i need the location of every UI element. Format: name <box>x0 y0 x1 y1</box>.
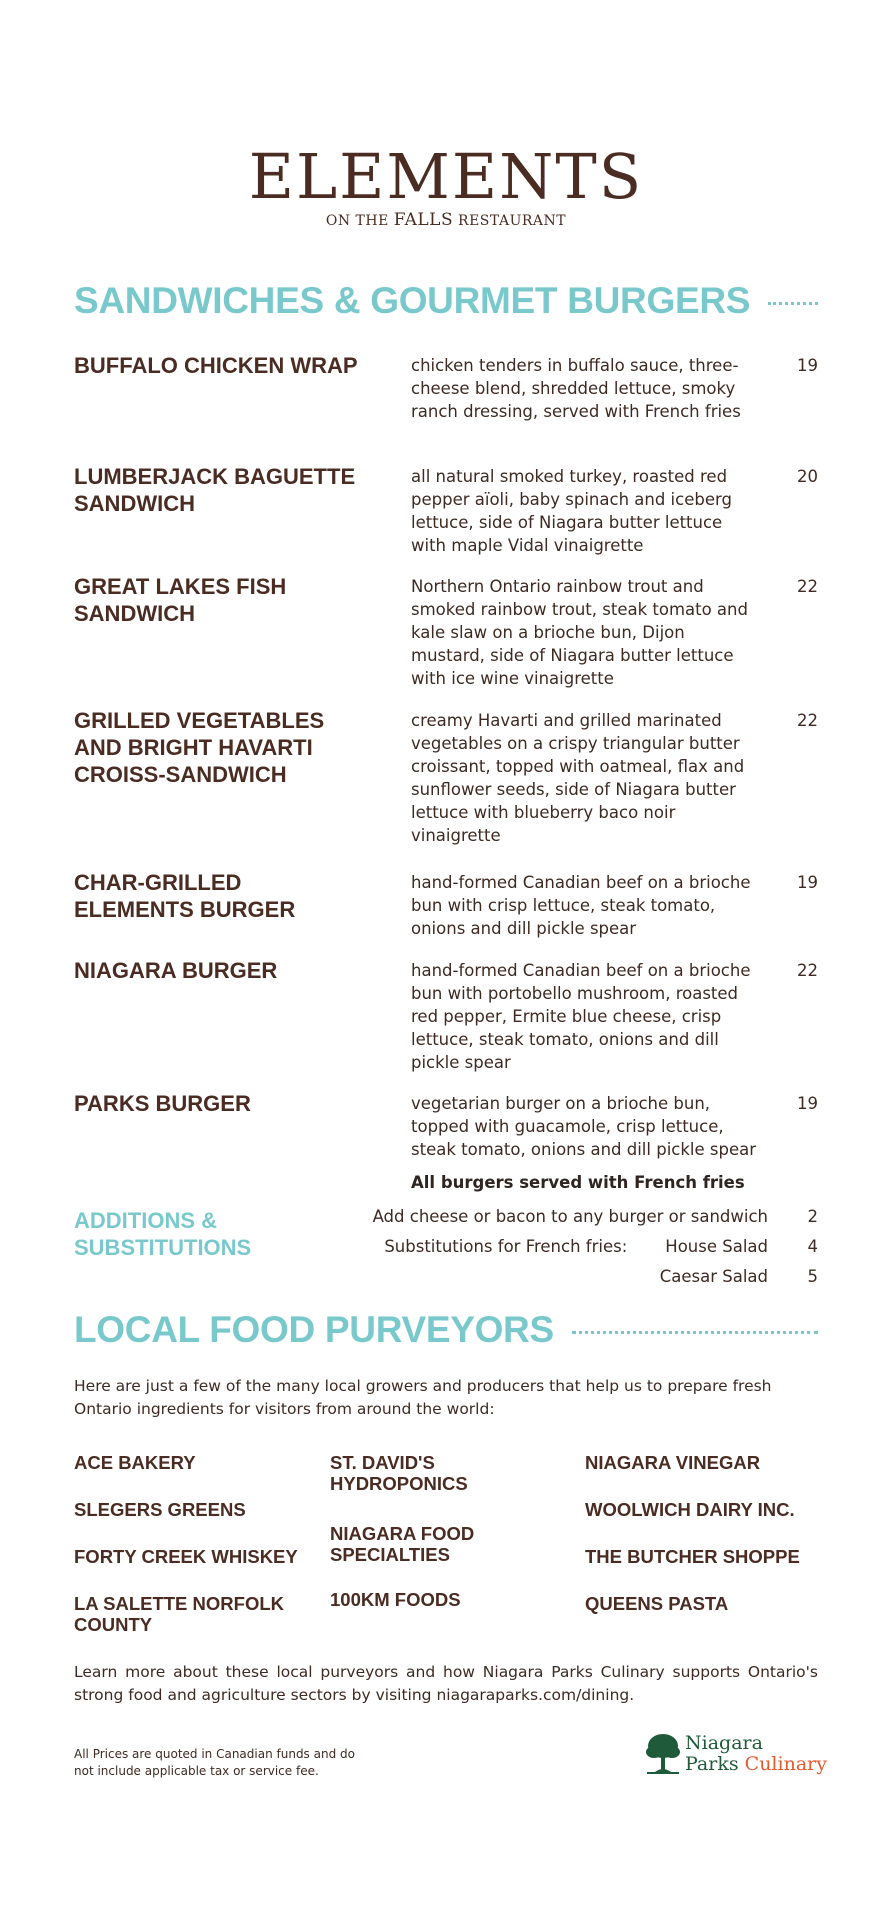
item-price: 22 <box>797 577 818 596</box>
item-description: vegetarian burger on a brioche bun, topped with guacamole, crisp lettuce, steak tomato, onions and dill pickle spear <box>411 1094 757 1159</box>
sandwiches-header <box>74 280 818 322</box>
addition-text: Add cheese or bacon to any burger or sandwich <box>372 1207 768 1226</box>
item-description: Northern Ontario rainbow trout and smoked rainbow trout, steak tomato and kale slaw on a brioche bun, Dijon mustard, side of Niagara butter lettuce with ice wine vinaigrette <box>411 577 748 688</box>
addition-price: 4 <box>807 1237 818 1256</box>
logo-wordmark: ELEMENTS <box>248 140 644 213</box>
purveyor-item: NIAGARA VINEGAR <box>585 1452 761 1473</box>
addition-line <box>384 1236 818 1258</box>
item-description: all natural smoked turkey, roasted red pepper aïoli, baby spinach and iceberg lettuce, side of Niagara butter lettuce with maple Vidal vinaigrette <box>411 467 732 555</box>
purveyor-item: LA SALETTE NORFOLK COUNTY <box>74 1593 284 1635</box>
purveyor-item: WOOLWICH DAIRY INC. <box>585 1499 795 1520</box>
item-name: GREAT LAKES FISH SANDWICH <box>74 574 287 626</box>
item-name: LUMBERJACK BAGUETTE SANDWICH <box>74 464 356 516</box>
addition-price: 2 <box>807 1207 818 1226</box>
purveyor-item: ACE BAKERY <box>74 1452 196 1473</box>
item-price: 19 <box>797 1094 818 1113</box>
addition-text: Caesar Salad <box>659 1267 768 1286</box>
purveyor-item: FORTY CREEK WHISKEY <box>74 1546 298 1567</box>
item-price: 22 <box>797 711 818 730</box>
item-price: 22 <box>797 961 818 980</box>
addition-line <box>660 1266 818 1288</box>
purveyor-item: QUEENS PASTA <box>585 1593 729 1614</box>
restaurant-logo <box>0 140 892 230</box>
brand-text: Niagara Parks Culinary <box>685 1732 827 1775</box>
item-description: hand-formed Canadian beef on a brioche bun with portobello mushroom, roasted red pepper, Ermite blue cheese, crisp lettuce, steak tomato, onions and dill pickle spear <box>411 961 751 1072</box>
addition-price: 5 <box>807 1267 818 1286</box>
sandwiches-title: SANDWICHES & GOURMET BURGERS <box>74 280 751 321</box>
dotted-divider <box>768 302 818 305</box>
local-header <box>74 1309 818 1351</box>
local-title: LOCAL FOOD PURVEYORS <box>74 1309 554 1350</box>
item-description: hand-formed Canadian beef on a brioche bun with crisp lettuce, steak tomato, onions and dill pickle spear <box>411 873 751 938</box>
dotted-divider <box>572 1331 818 1334</box>
addition-label: Substitutions for French fries: <box>384 1237 628 1256</box>
item-name: CHAR-GRILLED ELEMENTS BURGER <box>74 870 296 922</box>
purveyor-item: SLEGERS GREENS <box>74 1499 246 1520</box>
niagara-parks-culinary-logo <box>645 1732 827 1776</box>
purveyor-item: NIAGARA FOOD SPECIALTIES <box>330 1523 475 1565</box>
tree-icon <box>645 1732 681 1776</box>
prices-note: All Prices are quoted in Canadian funds and do not include applicable tax or service fee. <box>74 1747 355 1778</box>
purveyor-item: 100KM FOODS <box>330 1589 461 1610</box>
item-description: creamy Havarti and grilled marinated vegetables on a crispy triangular butter croissant, topped with oatmeal, flax and sunflower seeds, side of Niagara butter lettuce with blueberry baco noir vinaigrette <box>411 711 745 845</box>
fries-note: All burgers served with French fries <box>411 1173 745 1192</box>
item-price: 19 <box>797 356 818 375</box>
item-name: PARKS BURGER <box>74 1091 251 1116</box>
local-intro: Here are just a few of the many local growers and producers that help us to prepare fresh Ontario ingredients for visitors from around the world: <box>74 1377 772 1418</box>
purveyor-item: THE BUTCHER SHOPPE <box>585 1546 800 1567</box>
item-price: 20 <box>797 467 818 486</box>
item-price: 19 <box>797 873 818 892</box>
purveyor-item: ST. DAVID'S HYDROPONICS <box>330 1452 468 1494</box>
item-name: BUFFALO CHICKEN WRAP <box>74 353 358 378</box>
addition-text: House Salad <box>665 1237 768 1256</box>
item-description: chicken tenders in buffalo sauce, three-cheese blend, shredded lettuce, smoky ranch dressing, served with French fries <box>411 356 741 421</box>
item-name: NIAGARA BURGER <box>74 958 278 983</box>
item-name: GRILLED VEGETABLES AND BRIGHT HAVARTI CROISS-SANDWICH <box>74 708 325 787</box>
additions-title: ADDITIONS & SUBSTITUTIONS <box>74 1208 252 1260</box>
addition-line <box>373 1206 818 1228</box>
logo-subtitle: ON THE FALLS RESTAURANT <box>325 210 567 230</box>
learn-more-text: Learn more about these local purveyors and how Niagara Parks Culinary supports Ontario's strong food and agriculture sectors by visiting niagaraparks.com/dining. <box>74 1663 818 1704</box>
